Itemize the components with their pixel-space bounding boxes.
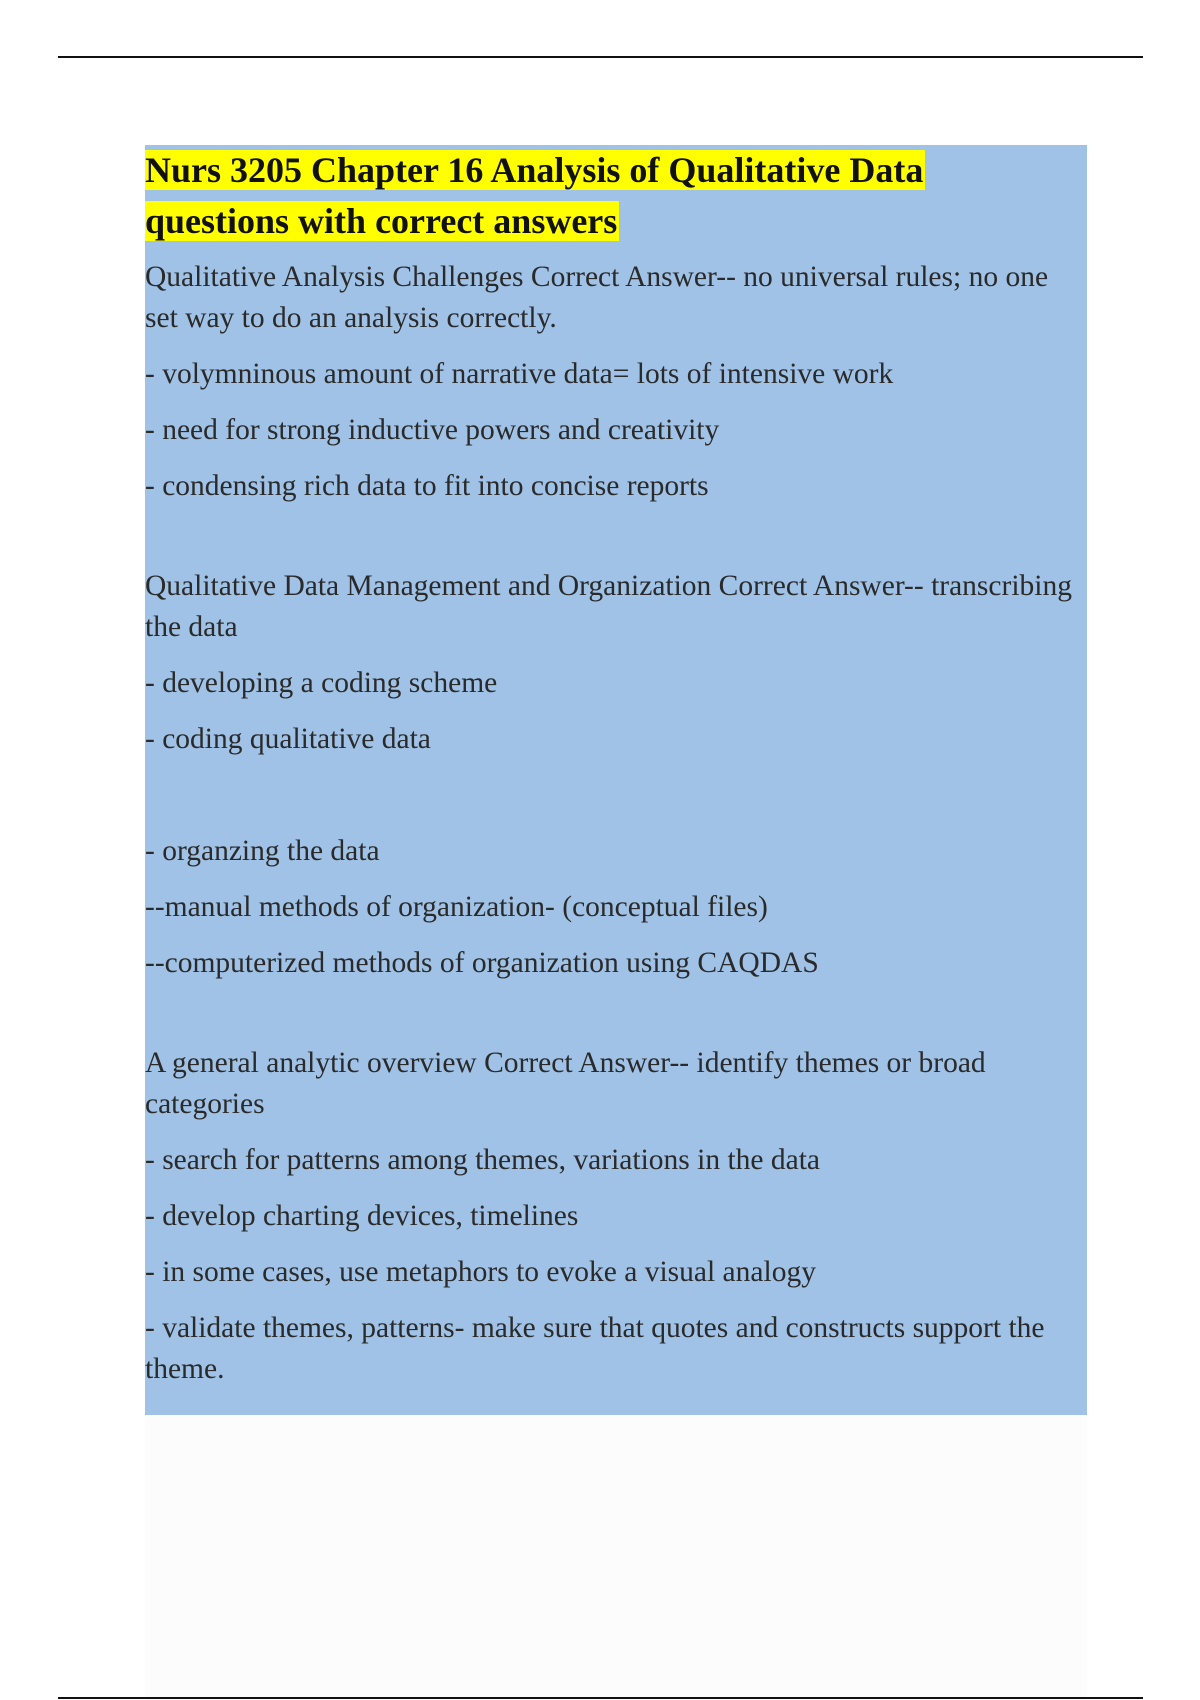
title-line-2: questions with correct answers [145, 201, 618, 241]
title-line-1: Nurs 3205 Chapter 16 Analysis of Qualitative Data [145, 150, 924, 190]
list-item: - in some cases, use metaphors to evoke a visual analogy [145, 1256, 816, 1288]
list-item: - volymninous amount of narrative data= lots of intensive work [145, 358, 894, 390]
highlighted-content-block [145, 145, 1087, 1415]
list-item: - validate themes, patterns- make sure that quotes and constructs support the theme. [145, 1312, 1045, 1385]
bottom-rule [58, 1697, 1143, 1699]
list-item: --manual methods of organization- (conceptual files) [145, 891, 768, 923]
document-title [145, 145, 1087, 247]
question-2: Qualitative Data Management and Organization Correct Answer-- transcribing the data [145, 570, 1072, 643]
list-item: - organzing the data [145, 835, 380, 867]
list-item: --computerized methods of organization using CAQDAS [145, 947, 819, 979]
question-3: A general analytic overview Correct Answer-- identify themes or broad categories [145, 1047, 986, 1120]
list-item: - condensing rich data to fit into concise reports [145, 470, 709, 502]
list-item: - develop charting devices, timelines [145, 1200, 579, 1232]
faded-blank-area [145, 1415, 1087, 1700]
list-item: - need for strong inductive powers and creativity [145, 414, 720, 446]
list-item: - search for patterns among themes, variations in the data [145, 1144, 820, 1176]
list-item: - developing a coding scheme [145, 667, 498, 699]
top-rule [58, 56, 1143, 58]
question-1: Qualitative Analysis Challenges Correct Answer-- no universal rules; no one set way to do an analysis correctly. [145, 261, 1049, 334]
list-item: - coding qualitative data [145, 723, 431, 755]
